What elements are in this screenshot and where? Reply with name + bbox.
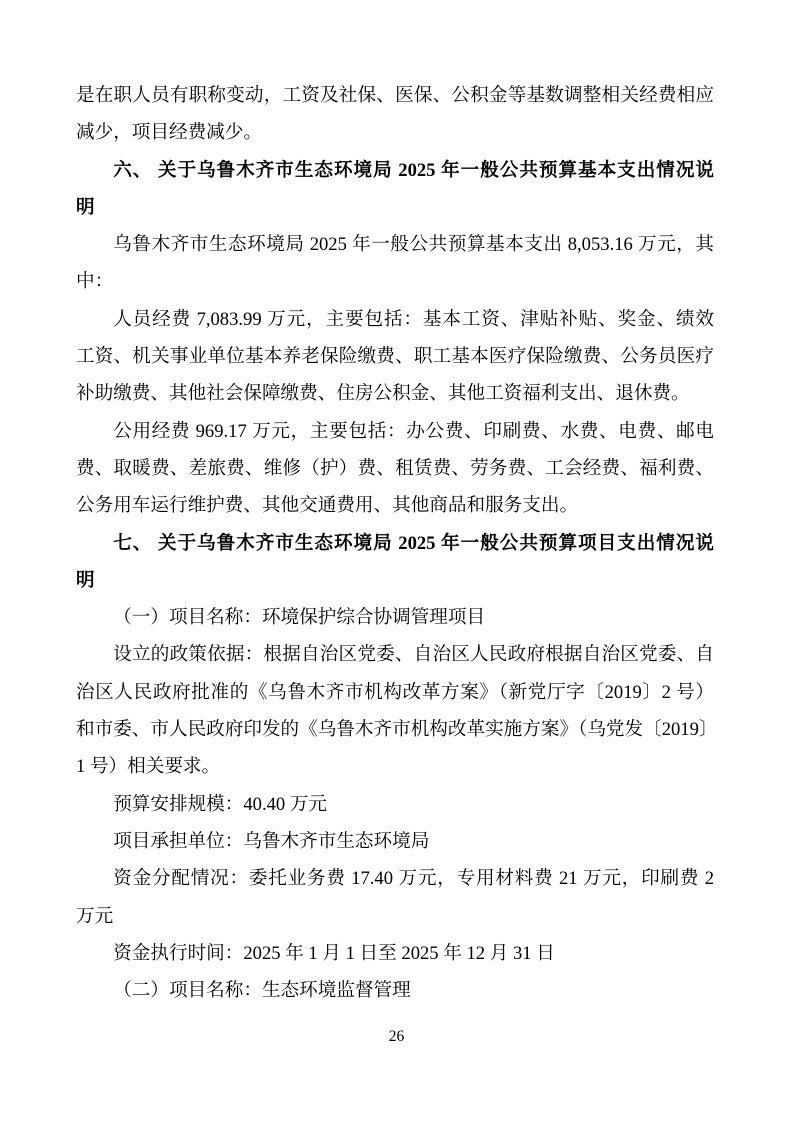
paragraph-line: 治区人民政府批准的《乌鲁木齐市机构改革方案》（新党厅字〔2019〕2 号） [76, 681, 714, 703]
paragraph-line: 公用经费 969.17 万元，主要包括：办公费、印刷费、水费、电费、邮电 [113, 420, 714, 442]
paragraph-line: 1 号）相关要求。 [76, 756, 221, 778]
section-heading-line: 六、 关于乌鲁木齐市生态环境局 2025 年一般公共预算基本支出情况说 [113, 159, 714, 181]
paragraph-line: 是在职人员有职称变动，工资及社保、医保、公积金等基数调整相关经费相应 [76, 85, 714, 106]
paragraph-line: 补助缴费、其他社会保障缴费、住房公积金、其他工资福利支出、退休费。 [76, 383, 690, 405]
document-body [76, 77, 718, 1009]
paragraph-line: 人员经费 7,083.99 万元，主要包括：基本工资、津贴补贴、奖金、绩效 [113, 308, 714, 330]
paragraph-line: 设立的政策依据：根据自治区党委、自治区人民政府根据自治区党委、自 [113, 644, 714, 666]
paragraph-line: （二）项目名称：生态环境监督管理 [113, 980, 411, 1002]
paragraph-line: 中： [76, 271, 114, 293]
section-heading-line: 明 [76, 569, 95, 591]
paragraph-line: 费、取暖费、差旅费、维修（护）费、租赁费、劳务费、工会经费、福利费、 [76, 457, 714, 479]
paragraph-line: 和市委、市人民政府印发的《乌鲁木齐市机构改革实施方案》（乌党发〔2019〕 [76, 719, 718, 741]
paragraph-line: 预算安排规模：40.40 万元 [113, 793, 328, 815]
section-heading-line: 七、 关于乌鲁木齐市生态环境局 2025 年一般公共预算项目支出情况说 [113, 532, 714, 554]
paragraph-line: 资金分配情况：委托业务费 17.40 万元，专用材料费 21 万元，印刷费 2 [113, 868, 714, 890]
section-heading-line: 明 [76, 196, 95, 218]
paragraph-line: 工资、机关事业单位基本养老保险缴费、职工基本医疗保险缴费、公务员医疗 [76, 346, 714, 368]
paragraph-line: 乌鲁木齐市生态环境局 2025 年一般公共预算基本支出 8,053.16 万元，其 [113, 234, 714, 256]
paragraph-line: （一）项目名称：环境保护综合协调管理项目 [113, 607, 486, 629]
paragraph-line: 公务用车运行维护费、其他交通费用、其他商品和服务支出。 [76, 495, 579, 517]
paragraph-line: 项目承担单位：乌鲁木齐市生态环境局 [113, 830, 430, 852]
page-number: 26 [388, 1028, 405, 1045]
paragraph-line: 万元 [76, 905, 114, 927]
paragraph-line: 减少，项目经费减少。 [76, 122, 262, 144]
paragraph-line: 资金执行时间：2025 年 1 月 1 日至 2025 年 12 月 31 日 [113, 942, 555, 964]
